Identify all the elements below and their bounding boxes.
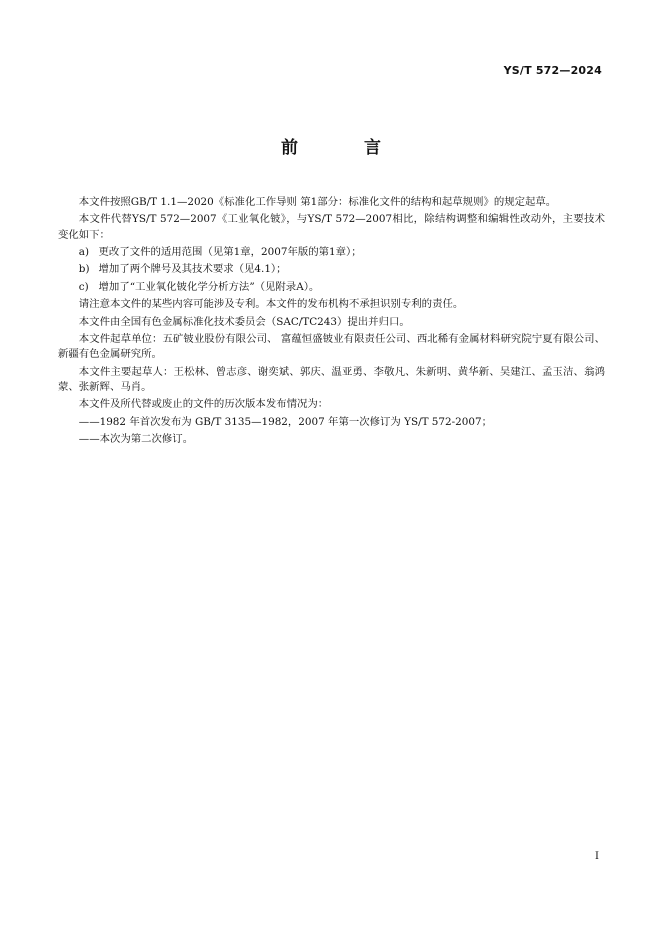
change-item-mark: c) <box>78 280 89 293</box>
page-number: I <box>595 851 599 862</box>
change-item-text: 增加了两个牌号及其技术要求（见4.1）； <box>98 263 287 276</box>
change-item-text: 更改了文件的适用范围（见第1章，2007年版的第1章）； <box>98 245 362 258</box>
paragraph-drafters: 本文件主要起草人：王松林、曾志彦、谢奕斌、郭庆、温亚勇、李敬凡、朱新明、黄华新、吴建江、孟玉洁、翁鸿蒙、张新辉、马肖。 <box>58 365 605 393</box>
paragraph-replacement: 本文件代替YS/T 572—2007《工业氧化铍》，与YS/T 572—2007相比，除结构调整和编辑性改动外，主要技术变化如下： <box>58 213 605 241</box>
change-item-mark: a) <box>78 245 90 258</box>
change-item <box>58 245 605 260</box>
paragraph-proposer: 本文件由全国有色金属标准化技术委员会（SAC/TC243）提出并归口。 <box>78 315 410 328</box>
paragraph-drafting-basis: 本文件按照GB/T 1.1—2020《标准化工作导则 第1部分：标准化文件的结构和起草规则》的规定起草。 <box>78 196 557 208</box>
change-item <box>58 280 605 295</box>
page-title: 前 言 <box>281 138 411 158</box>
change-item-mark: b) <box>78 263 90 276</box>
paragraph-drafting-units: 本文件起草单位：五矿铍业股份有限公司、 富蕴恒盛铍业有限责任公司、西北稀有金属材料研究院宁夏有限公司、新疆有色金属研究所。 <box>58 332 605 361</box>
foreword-body <box>58 195 605 449</box>
change-item <box>58 262 605 277</box>
paragraph-history-intro: 本文件及所代替或废止的文件的历次版本发布情况为： <box>78 398 329 411</box>
paragraph-history-first: ——1982 年首次发布为 GB/T 3135—1982，2007 年第一次修订为 YS/T 572-2007； <box>78 415 492 428</box>
change-item-text: 增加了“工业氧化铍化学分析方法”（见附录A）。 <box>98 280 320 293</box>
paragraph-history-current: ——本次为第二次修订。 <box>78 432 194 445</box>
paragraph-patent-notice: 请注意本文件的某些内容可能涉及专利。本文件的发布机构不承担识别专利的责任。 <box>78 298 464 311</box>
document-code: YS/T 572—2024 <box>503 64 602 77</box>
